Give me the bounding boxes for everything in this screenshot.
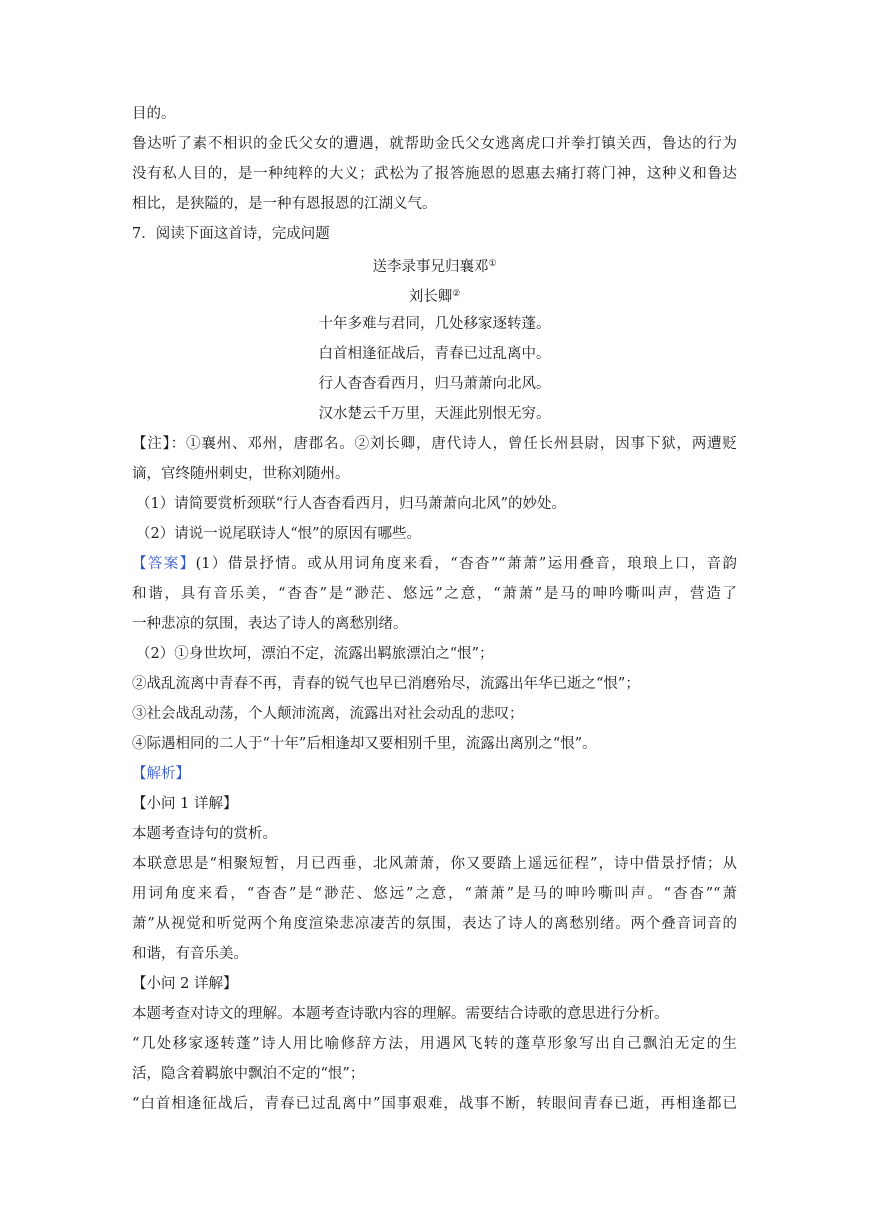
question-heading: 7．阅读下面这首诗，完成问题 <box>132 226 330 242</box>
poem-verse: 白首相逢征战后，青春已过乱离中。 <box>318 346 551 362</box>
text-line: 相比，是狭隘的，是一种有恩报恩的江湖义气。 <box>132 196 437 212</box>
answer-line: ③社会战乱动荡，个人颠沛流离，流露出对社会动乱的悲叹； <box>132 706 524 722</box>
analysis-line: 用词角度来看，“杳杳”是“渺茫、悠远”之意，“萧萧”是马的呻吟嘶叫声。“杳杳”“萧 <box>132 886 737 902</box>
poem-title <box>0 254 869 277</box>
poem-author <box>0 284 869 307</box>
sub-question: （2）请说一说尾联诗人“恨”的原因有哪些。 <box>136 526 422 542</box>
analysis-line: “几处移家逐转蓬”诗人用比喻修辞方法，用遇风飞转的蓬草形象写出自己飘泊无定的生 <box>132 1036 737 1052</box>
footnote-marker: ① <box>488 259 497 269</box>
analysis-line: 萧”从视觉和听觉两个角度渲染悲凉凄苦的氛围，表达了诗人的离愁别绪。两个叠音词音的 <box>132 916 737 932</box>
answer-line: ④际遇相同的二人于“十年”后相逢却又要相别千里，流露出离别之“恨”。 <box>132 736 597 752</box>
poem-verse: 行人杳杳看西月，归马萧萧向北风。 <box>318 376 551 392</box>
analysis-line: “白首相逢征战后，青春已过乱离中”国事艰难，战事不断，转眼间青春已逝，再相逢都已 <box>132 1096 737 1112</box>
answer-line: ②战乱流离中青春不再，青春的锐气也早已消磨殆尽，流露出年华已逝之“恨”； <box>132 676 640 692</box>
text-line: 没有私人目的，是一种纯粹的大义；武松为了报答施恩的恩惠去痛打蒋门神，这种义和鲁达 <box>132 166 737 182</box>
answer-first-line <box>132 554 737 574</box>
answer-line: 和谐，具有音乐美，“杳杳”是“渺茫、悠远”之意，“萧萧”是马的呻吟嘶叫声，营造了 <box>132 586 737 602</box>
sub-heading: 【小问 2 详解】 <box>132 976 238 992</box>
text-line: 鲁达听了素不相识的金氏父女的遭遇，就帮助金氏父女逃离虎口并拳打镇关西，鲁达的行为 <box>132 136 737 152</box>
poem-verse: 十年多难与君同，几处移家逐转蓬。 <box>318 316 551 332</box>
analysis-label: 【解析】 <box>132 766 190 782</box>
analysis-line: 和谐，有音乐美。 <box>132 946 248 962</box>
analysis-line: 本联意思是“相聚短暂，月已西垂，北风萧萧，你又要踏上遥远征程”，诗中借景抒情；从 <box>132 856 737 872</box>
footnote-marker: ② <box>452 289 461 299</box>
answer-line: （2）①身世坎坷，漂泊不定，流露出羁旅漂泊之“恨”； <box>136 646 494 662</box>
analysis-line: 本题考查诗句的赏析。 <box>132 826 277 842</box>
poem-verse: 汉水楚云千万里，天涯此别恨无穷。 <box>318 406 551 422</box>
poem-title-text: 送李录事兄归襄邓 <box>372 259 489 275</box>
poem-note: 【注】：①襄州、邓州，唐郡名。②刘长卿，唐代诗人，曾任长州县尉，因事下狱，两遭贬 <box>132 436 737 452</box>
analysis-line: 活，隐含着羁旅中飘泊不定的“恨”； <box>132 1066 365 1082</box>
analysis-line: 本题考查对诗文的理解。本题考查诗歌内容的理解。需要结合诗歌的意思进行分析。 <box>132 1006 669 1022</box>
answer-line: 一种悲凉的氛围，表达了诗人的离愁别绪。 <box>132 616 408 632</box>
sub-heading: 【小问 1 详解】 <box>132 796 238 812</box>
poem-author-text: 刘长卿 <box>408 289 453 305</box>
sub-question: （1）请简要赏析颈联“行人杳杳看西月，归马萧萧向北风”的妙处。 <box>136 496 567 512</box>
answer-label: 【答案】 <box>132 556 196 572</box>
answer-text: (1）借景抒情。或从用词角度来看，“杳杳”“萧萧”运用叠音，琅琅上口，音韵 <box>195 556 738 572</box>
text-line: 目的。 <box>132 106 176 122</box>
poem-note: 谪，官终随州刺史，世称刘随州。 <box>132 466 350 482</box>
